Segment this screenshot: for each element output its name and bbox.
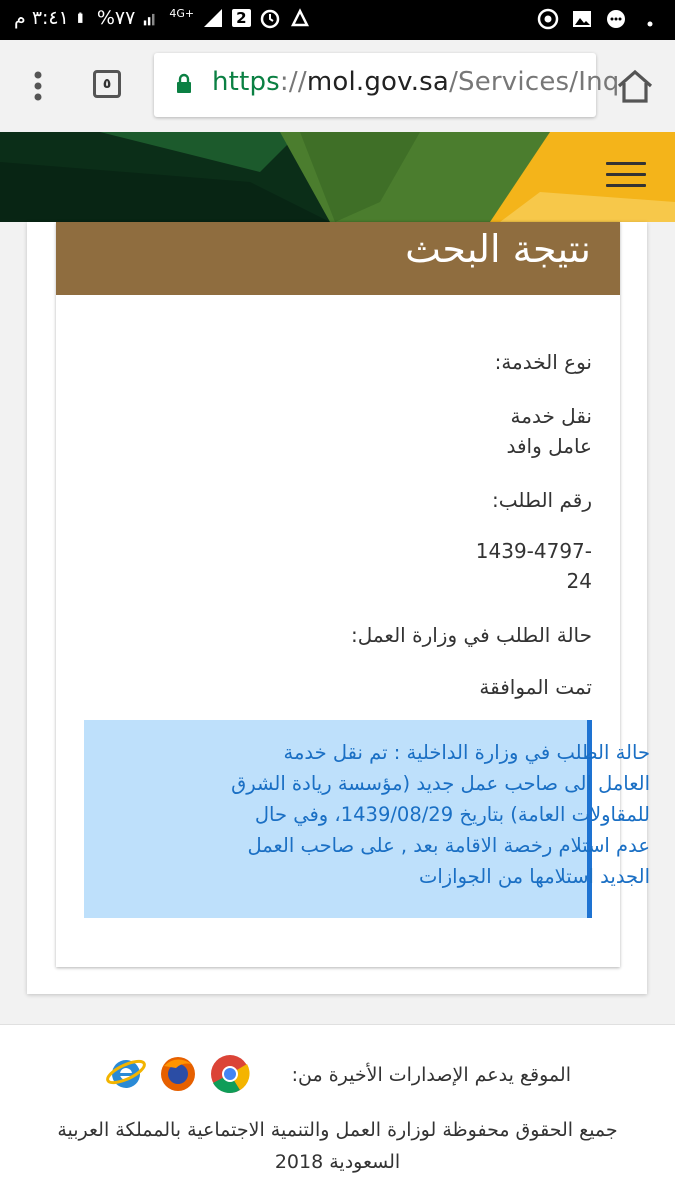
site-header-banner xyxy=(0,132,675,222)
request-number-line1: 1439-4797- xyxy=(475,539,592,563)
gallery-icon xyxy=(571,8,593,30)
moi-status-text: حالة الطلب في وزارة الداخلية : تم نقل خدمة العامل الى صاحب عمل جديد (مؤسسة ريادة الشرق للمقاولات العامة) بتاريخ 1439/08/29، وفي حال عدم استلام رخصة الاقامة بعد , على صاحب العمل الجديد استلامها من الجوازات xyxy=(231,741,650,888)
status-left xyxy=(14,7,311,29)
chat-icon xyxy=(605,8,627,30)
mol-status-value: تمت الموافقة xyxy=(479,675,592,699)
request-number-label: رقم الطلب: xyxy=(492,488,592,512)
service-type-label: نوع الخدمة: xyxy=(494,350,592,374)
service-type-value-line1: نقل خدمة xyxy=(510,404,592,428)
status-right xyxy=(537,8,661,30)
sim-slot-badge: 2 xyxy=(232,9,250,27)
firefox-icon xyxy=(161,1057,195,1091)
more-notifications-icon xyxy=(639,8,661,30)
signal-icon xyxy=(143,7,161,29)
battery-percent: %٧٧ xyxy=(96,7,136,29)
page-title: نتيجة البحث xyxy=(405,227,591,271)
alarm-icon xyxy=(259,7,281,29)
supported-browsers xyxy=(106,1052,256,1094)
clock: ٣:٤١ م xyxy=(14,7,69,29)
home-icon[interactable] xyxy=(615,68,655,104)
copyright-text: جميع الحقوق محفوظة لوزارة العمل والتنمية الاجتماعية بالمملكة العربية السعودية 2018 xyxy=(57,1119,618,1173)
status-bar xyxy=(0,0,675,40)
battery-icon xyxy=(77,7,89,29)
recycle-icon xyxy=(289,7,311,29)
url-bar[interactable] xyxy=(154,53,620,117)
service-type-value-line2: عامل وافد xyxy=(506,434,592,458)
tab-switcher-button[interactable]: ٥ xyxy=(93,70,121,98)
browser-support-text: الموقع يدعم الإصدارات الأخيرة من: xyxy=(291,1064,571,1086)
lock-icon xyxy=(176,74,192,94)
network-type: 4G+ xyxy=(169,6,195,20)
mol-status-label: حالة الطلب في وزارة العمل: xyxy=(350,623,592,647)
chrome-icon xyxy=(211,1055,250,1093)
ie-icon xyxy=(105,1057,147,1088)
url-text: https://mol.gov.sa/Services/Inq xyxy=(212,67,620,97)
overflow-menu-icon[interactable] xyxy=(28,70,48,102)
request-number-line2: 24 xyxy=(566,569,592,593)
hamburger-menu-icon[interactable] xyxy=(606,162,646,190)
signal-icon-2 xyxy=(202,7,224,29)
chrome-notification-icon xyxy=(537,8,559,30)
